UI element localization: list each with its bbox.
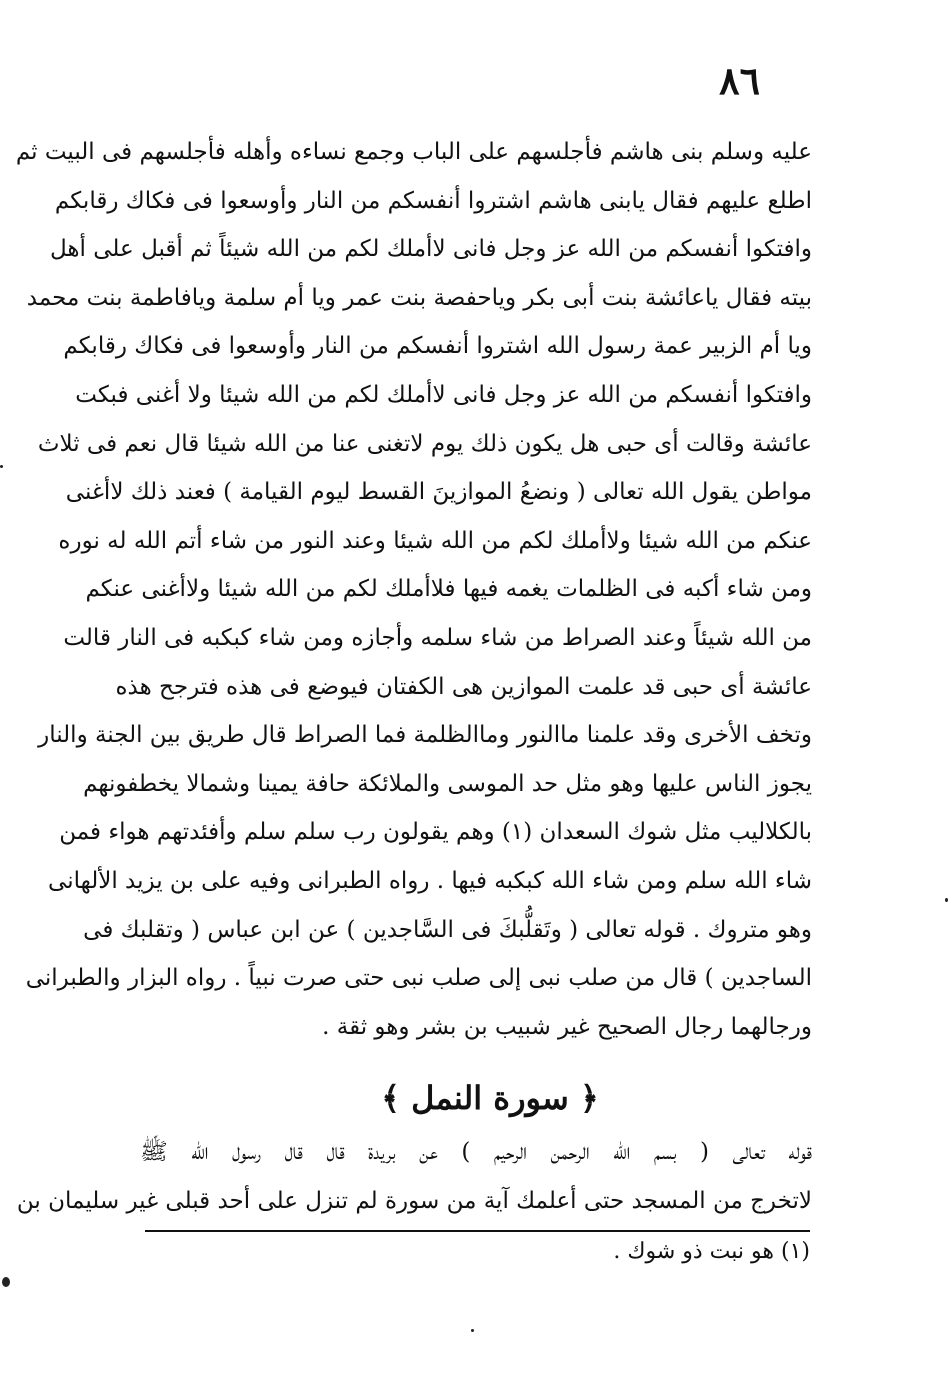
- text-line: قوله تعالى ( بسم الله الرحمن الرحيم ) عن بريدة قال قال رسول الله ﷺ: [140, 1139, 812, 1165]
- text-line: بيته فقال ياعائشة بنت أبى بكر وياحفصة بنت عمر ويا أم سلمة ويافاطمة بنت محمد: [26, 284, 812, 311]
- surah-heading: ﴿ سورة النمل ﴾: [381, 1079, 599, 1117]
- text-line: وتخف الأخرى وقد علمنا ماالنور وماالظلمة فما الصراط قال طريق بين الجنة والنار: [38, 722, 812, 749]
- text-line: من الله شيئاً وعند الصراط من شاء سلمه وأجازه ومن شاء كبكبه فى النار قالت: [63, 624, 812, 651]
- text-line: يجوز الناس عليها وهو مثل حد الموسى والملائكة حافة يمينا وشمالا يخطفونهم: [83, 770, 812, 797]
- text-line: عائشة أى حبى قد علمت الموازين هى الكفتان فيوضع فى هذه فترجح هذه: [115, 673, 812, 700]
- scan-speck: [945, 898, 948, 902]
- text-line: شاء الله سلم ومن شاء الله كبكبه فيها . رواه الطبرانى وفيه على بن يزيد الألهانى: [48, 867, 812, 894]
- text-line: عليه وسلم بنى هاشم فأجلسهم على الباب وجمع نساءه وأهله فأجلسهم فى البيت ثم: [15, 139, 812, 165]
- text-line: عائشة وقالت أى حبى هل يكون ذلك يوم لاتغنى عنا من الله شيئا قال نعم فى ثلاث: [37, 430, 812, 457]
- text-line: اطلع عليهم فقال يابنى هاشم اشتروا أنفسكم من النار وأوسعوا فى فكاك رقابكم: [54, 187, 812, 214]
- scan-speck: [0, 465, 3, 468]
- text-line: وافتكوا أنفسكم من الله عز وجل فانى لاأملك لكم من الله شيئاً ثم أقبل على أهل: [50, 236, 812, 263]
- text-line: ويا أم الزبير عمة رسول الله اشتروا أنفسكم من النار وأوسعوا فى فكاك رقابكم: [63, 333, 812, 360]
- text-line-last: ورجالهما رجال الصحيح غير شبيب بن بشر وهو ثقة .: [322, 1013, 812, 1040]
- text-line: مواطن يقول الله تعالى ( ونضعُ الموازينَ القسط ليوم القيامة ) فعند ذلك لاأغنى: [65, 479, 812, 506]
- after-heading-text: [16, 1128, 812, 1225]
- text-line: لاتخرج من المسجد حتى أعلمك آية من سورة لم تنزل على أحد قبلى غير سليمان بن: [16, 1187, 812, 1214]
- body-text: [15, 128, 812, 1051]
- text-line: وافتكوا أنفسكم من الله عز وجل فانى لاأملك لكم من الله شيئا ولا أغنى فبكت: [75, 381, 812, 408]
- text-line: بالكلاليب مثل شوك السعدان (١) وهم يقولون رب سلم سلم وأفئدتهم هواء فمن: [59, 819, 812, 846]
- scan-speck: [2, 1277, 10, 1287]
- footnote: (١) هو نبت ذو شوك .: [613, 1239, 810, 1264]
- text-line: وهو متروك . قوله تعالى ( وتَقلُّبكَ فى السَّاجدين ) عن ابن عباس ( وتقلبك فى: [83, 916, 812, 943]
- scan-speck: [471, 1329, 474, 1332]
- page-number: ٨٦: [719, 58, 760, 103]
- text-line: الساجدين ) قال من صلب نبى إلى صلب نبى حتى صرت نبياً . رواه البزار والطبرانى: [25, 965, 812, 992]
- text-line: ومن شاء أكبه فى الظلمات يغمه فيها فلاأملك لكم من الله شيئا ولاأغنى عنكم: [85, 576, 812, 603]
- text-line: عنكم من الله شيئا ولاأملك لكم من الله شيئا وعند النور من شاء أتم الله له نوره: [58, 527, 812, 554]
